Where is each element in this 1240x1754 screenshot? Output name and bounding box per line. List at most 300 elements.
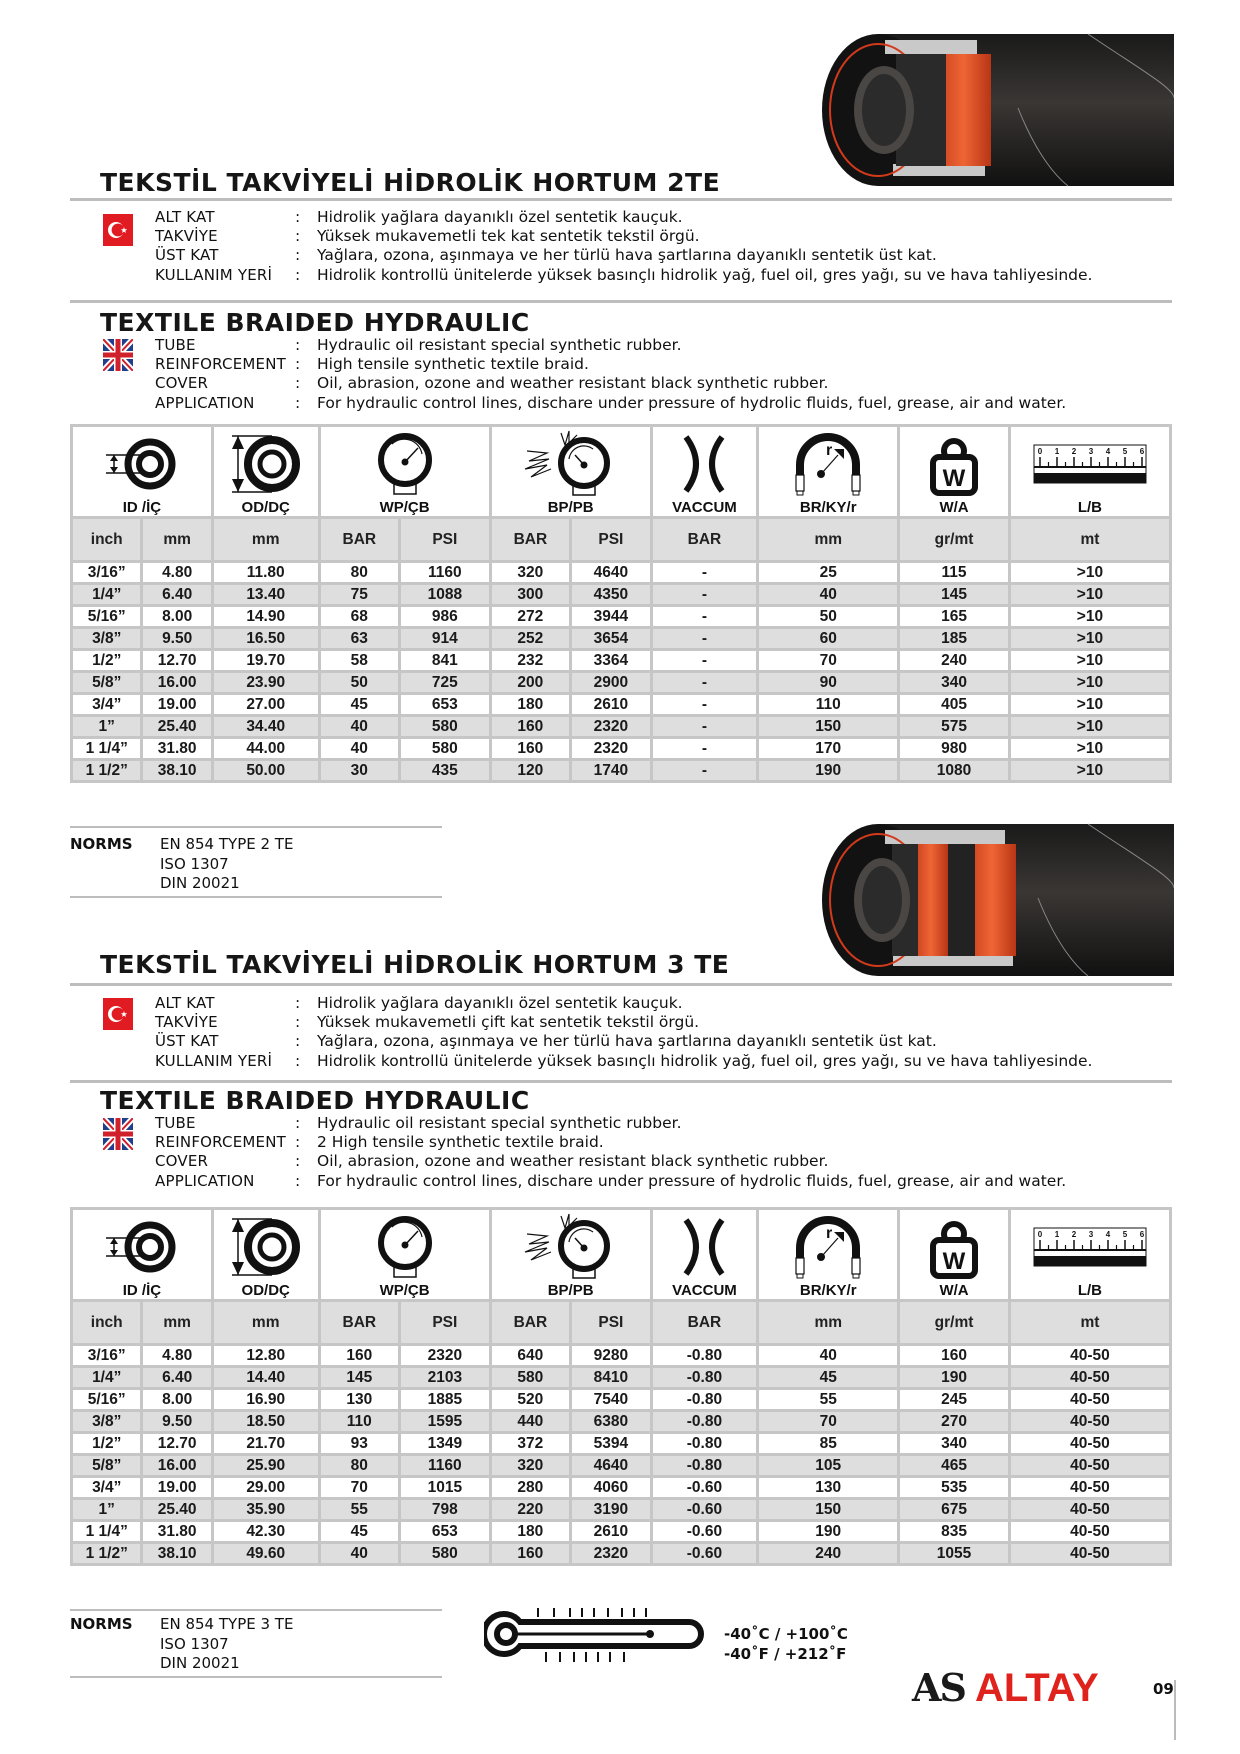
divider — [70, 896, 442, 898]
column-group-bend-radius — [758, 426, 899, 518]
table-cell: 435 — [400, 760, 491, 782]
table-row — [72, 672, 1171, 694]
table-row — [72, 1345, 1171, 1367]
turkish-spec-list — [155, 208, 1092, 285]
table-cell: 42.30 — [212, 1521, 319, 1543]
table-cell: 35.90 — [212, 1499, 319, 1521]
column-group-label: WP/ÇB — [379, 1282, 430, 1299]
unit-header: mt — [1009, 518, 1170, 562]
table-cell: 40-50 — [1009, 1455, 1170, 1477]
table-cell: 31.80 — [142, 738, 212, 760]
table-cell: -0.60 — [651, 1521, 758, 1543]
unit-header: mm — [758, 518, 899, 562]
divider — [70, 1080, 1172, 1083]
table-cell: 13.40 — [212, 584, 319, 606]
table-cell: 40-50 — [1009, 1521, 1170, 1543]
table-cell: 80 — [319, 1455, 400, 1477]
ruler-tick-label: 6 — [1139, 447, 1145, 456]
norm-item: ISO 1307 — [160, 854, 229, 873]
table-cell: 29.00 — [212, 1477, 319, 1499]
table-cell: 2103 — [400, 1367, 491, 1389]
norms-3te — [70, 1615, 450, 1685]
table-row — [72, 760, 1171, 782]
table-cell: 45 — [758, 1367, 899, 1389]
table-cell: 4640 — [571, 1455, 652, 1477]
column-group-label: BR/KY/r — [799, 499, 857, 516]
table-cell: - — [651, 650, 758, 672]
unit-header: PSI — [571, 1301, 652, 1345]
table-cell: -0.80 — [651, 1433, 758, 1455]
table-cell: 232 — [490, 650, 571, 672]
table-row — [72, 1455, 1171, 1477]
ruler-tick-label: 2 — [1071, 447, 1077, 456]
unit-header: PSI — [400, 518, 491, 562]
vacuum-icon — [653, 1216, 757, 1278]
table-cell: >10 — [1009, 760, 1170, 782]
table-cell: >10 — [1009, 562, 1170, 584]
table-cell: 4640 — [571, 562, 652, 584]
turkish-flag-icon — [103, 214, 133, 246]
table-cell: 130 — [758, 1477, 899, 1499]
table-cell: 30 — [319, 760, 400, 782]
uk-flag-icon — [103, 339, 133, 371]
table-cell: 1/2” — [72, 1433, 142, 1455]
turkish-flag-icon — [103, 998, 133, 1030]
weight-icon — [900, 1216, 1008, 1278]
english-title-2te: TEXTILE BRAIDED HYDRAULIC — [100, 308, 530, 337]
column-group-outer-diameter — [212, 1209, 319, 1301]
column-group-weight — [899, 1209, 1010, 1301]
divider — [70, 198, 1172, 201]
column-group-ruler — [1009, 1209, 1170, 1301]
unit-header: mm — [212, 518, 319, 562]
table-cell: -0.60 — [651, 1499, 758, 1521]
table-cell: 40 — [758, 1345, 899, 1367]
unit-header: gr/mt — [899, 1301, 1010, 1345]
table-cell: 25 — [758, 562, 899, 584]
table-cell: 8410 — [571, 1367, 652, 1389]
inner-diameter-icon — [73, 433, 211, 495]
table-cell: 2610 — [571, 1521, 652, 1543]
table-cell: 21.70 — [212, 1433, 319, 1455]
weight-icon — [900, 433, 1008, 495]
table-cell: >10 — [1009, 584, 1170, 606]
table-cell: >10 — [1009, 738, 1170, 760]
spec-row: REINFORCEMENT : 2 High tensile synthetic textile braid. — [155, 1133, 604, 1152]
table-cell: 3/16” — [72, 1345, 142, 1367]
table-cell: 80 — [319, 562, 400, 584]
table-row — [72, 738, 1171, 760]
table-cell: 27.00 — [212, 694, 319, 716]
spec-table-3te — [70, 1207, 1172, 1566]
table-cell: 70 — [758, 1411, 899, 1433]
table-cell: - — [651, 738, 758, 760]
column-group-label: L/B — [1077, 1282, 1103, 1299]
table-cell: 19.00 — [142, 1477, 212, 1499]
hose-image-3te — [818, 818, 1174, 982]
table-cell: 1” — [72, 716, 142, 738]
table-cell: 145 — [319, 1367, 400, 1389]
spec-row: COVER : Oil, abrasion, ozone and weather resistant black synthetic rubber. — [155, 1152, 829, 1171]
table-cell: 1160 — [400, 562, 491, 584]
table-cell: 340 — [899, 672, 1010, 694]
unit-header: mm — [212, 1301, 319, 1345]
table-cell: 40 — [758, 584, 899, 606]
column-group-label: VACCUM — [672, 1282, 737, 1299]
column-group-ruler — [1009, 426, 1170, 518]
table-cell: 980 — [899, 738, 1010, 760]
table-cell: 200 — [490, 672, 571, 694]
unit-header: mm — [758, 1301, 899, 1345]
table-cell: 1 1/2” — [72, 760, 142, 782]
table-cell: 70 — [319, 1477, 400, 1499]
column-group-label: BP/PB — [547, 1282, 594, 1299]
table-cell: 50.00 — [212, 760, 319, 782]
ruler-tick-label: 4 — [1105, 447, 1111, 456]
table-cell: 2320 — [571, 738, 652, 760]
table-cell: 1080 — [899, 760, 1010, 782]
table-cell: 240 — [758, 1543, 899, 1565]
logo-brand: ALTAY — [974, 1666, 1099, 1710]
table-cell: 115 — [899, 562, 1010, 584]
table-row — [72, 1433, 1171, 1455]
table-cell: 180 — [490, 1521, 571, 1543]
table-cell: 675 — [899, 1499, 1010, 1521]
thermometer-icon — [484, 1604, 709, 1666]
table-cell: 914 — [400, 628, 491, 650]
table-cell: 12.70 — [142, 1433, 212, 1455]
table-row — [72, 628, 1171, 650]
table-cell: - — [651, 562, 758, 584]
table-cell: 185 — [899, 628, 1010, 650]
table-cell: 58 — [319, 650, 400, 672]
table-cell: >10 — [1009, 672, 1170, 694]
table-cell: 11.80 — [212, 562, 319, 584]
table-cell: 40-50 — [1009, 1543, 1170, 1565]
turkish-spec-list — [155, 994, 1092, 1071]
table-cell: 1015 — [400, 1477, 491, 1499]
table-cell: -0.80 — [651, 1455, 758, 1477]
column-group-label: OD/DÇ — [241, 499, 290, 516]
table-cell: 1 1/4” — [72, 738, 142, 760]
vacuum-icon — [653, 433, 757, 495]
column-group-label: ID /İÇ — [122, 499, 162, 516]
table-cell: 40-50 — [1009, 1367, 1170, 1389]
ruler-tick-label: 0 — [1037, 1230, 1043, 1239]
table-cell: 640 — [490, 1345, 571, 1367]
table-cell: 3/4” — [72, 694, 142, 716]
unit-header: BAR — [651, 1301, 758, 1345]
spec-row: TUBE : Hydraulic oil resistant special synthetic rubber. — [155, 336, 682, 354]
table-cell: 835 — [899, 1521, 1010, 1543]
unit-header: mm — [142, 518, 212, 562]
temperature-celsius: -40˚C / +100˚C — [724, 1625, 848, 1643]
table-cell: 9280 — [571, 1345, 652, 1367]
table-cell: 55 — [758, 1389, 899, 1411]
table-cell: >10 — [1009, 650, 1170, 672]
table-cell: 5/16” — [72, 606, 142, 628]
table-cell: - — [651, 628, 758, 650]
product-title-3te: TEKSTİL TAKVİYELİ HİDROLİK HORTUM 3 TE — [100, 950, 730, 979]
table-cell: 110 — [319, 1411, 400, 1433]
table-cell: -0.80 — [651, 1411, 758, 1433]
column-group-label: OD/DÇ — [241, 1282, 290, 1299]
norm-item: DIN 20021 — [160, 1654, 240, 1672]
table-cell: 7540 — [571, 1389, 652, 1411]
table-cell: 6.40 — [142, 1367, 212, 1389]
svg-text:r: r — [826, 442, 833, 459]
table-row — [72, 1411, 1171, 1433]
table-cell: 12.80 — [212, 1345, 319, 1367]
spec-row: KULLANIM YERİ : Hidrolik kontrollü ünitelerde yüksek basınçlı hidrolik yağ, fuel oil, gres yağı, su ve hava tahliyesinde. — [155, 1051, 1093, 1070]
outer-diameter-icon — [214, 1216, 318, 1278]
table-cell: 190 — [899, 1367, 1010, 1389]
table-cell: 145 — [899, 584, 1010, 606]
column-group-weight — [899, 426, 1010, 518]
table-cell: 3190 — [571, 1499, 652, 1521]
norm-item: DIN 20021 — [160, 874, 240, 892]
spec-row: KULLANIM YERİ : Hidrolik kontrollü ünitelerde yüksek basınçlı hidrolik yağ, fuel oil, gres yağı, su ve hava tahliyesinde. — [155, 265, 1093, 284]
table-cell: 320 — [490, 562, 571, 584]
table-cell: 68 — [319, 606, 400, 628]
divider — [70, 826, 442, 828]
table-cell: 160 — [490, 1543, 571, 1565]
page-edge-line — [1174, 1680, 1176, 1740]
table-cell: 190 — [758, 1521, 899, 1543]
ruler-tick-label: 5 — [1122, 447, 1128, 456]
table-cell: 18.50 — [212, 1411, 319, 1433]
table-cell: 50 — [758, 606, 899, 628]
table-cell: 130 — [319, 1389, 400, 1411]
table-cell: - — [651, 716, 758, 738]
table-row — [72, 716, 1171, 738]
table-row — [72, 1367, 1171, 1389]
column-group-inner-diameter — [72, 1209, 213, 1301]
table-cell: 535 — [899, 1477, 1010, 1499]
table-cell: 38.10 — [142, 760, 212, 782]
table-cell: 320 — [490, 1455, 571, 1477]
table-cell: >10 — [1009, 606, 1170, 628]
table-cell: 160 — [490, 738, 571, 760]
norms-2te — [70, 835, 450, 905]
table-cell: 5/8” — [72, 672, 142, 694]
table-cell: 6380 — [571, 1411, 652, 1433]
table-cell: 16.90 — [212, 1389, 319, 1411]
table-cell: 2320 — [571, 1543, 652, 1565]
table-cell: 14.40 — [212, 1367, 319, 1389]
table-row — [72, 606, 1171, 628]
table-cell: 575 — [899, 716, 1010, 738]
spec-row: APPLICATION : For hydraulic control lines, dischare under pressure of hydrolic fluids, fuel, grease, air and water. — [155, 1171, 1067, 1190]
table-cell: 120 — [490, 760, 571, 782]
spec-row: ÜST KAT : Yağlara, ozona, aşınmaya ve her türlü hava şartlarına dayanıklı sentetik üst kat. — [155, 1032, 937, 1051]
table-cell: 3364 — [571, 650, 652, 672]
norms-label: NORMS — [70, 1615, 133, 1633]
table-cell: 240 — [899, 650, 1010, 672]
table-cell: 93 — [319, 1433, 400, 1455]
table-cell: 19.70 — [212, 650, 319, 672]
svg-text:W: W — [942, 1248, 966, 1275]
spec-row: ALT KAT : Hidrolik yağlara dayanıklı özel sentetik kauçuk. — [155, 208, 683, 226]
unit-header: inch — [72, 518, 142, 562]
table-cell: 19.00 — [142, 694, 212, 716]
column-group-outer-diameter — [212, 426, 319, 518]
icon-header-row — [72, 1209, 1171, 1301]
table-cell: 272 — [490, 606, 571, 628]
table-cell: 60 — [758, 628, 899, 650]
ruler-icon — [1011, 1216, 1169, 1278]
table-cell: -0.80 — [651, 1367, 758, 1389]
working-pressure-gauge-icon — [321, 1216, 489, 1278]
table-cell: 16.50 — [212, 628, 319, 650]
table-cell: 4.80 — [142, 562, 212, 584]
spec-row: COVER : Oil, abrasion, ozone and weather resistant black synthetic rubber. — [155, 374, 829, 393]
table-cell: 180 — [490, 694, 571, 716]
unit-header: BAR — [651, 518, 758, 562]
table-cell: >10 — [1009, 628, 1170, 650]
norm-item: ISO 1307 — [160, 1634, 229, 1653]
column-group-burst-pressure-gauge — [490, 1209, 651, 1301]
table-cell: 653 — [400, 1521, 491, 1543]
table-cell: 90 — [758, 672, 899, 694]
table-cell: 45 — [319, 694, 400, 716]
column-group-inner-diameter — [72, 426, 213, 518]
table-cell: 40-50 — [1009, 1389, 1170, 1411]
table-row — [72, 1389, 1171, 1411]
unit-header: BAR — [319, 1301, 400, 1345]
table-cell: 160 — [319, 1345, 400, 1367]
table-cell: >10 — [1009, 716, 1170, 738]
ruler-tick-label: 3 — [1088, 1230, 1094, 1239]
unit-header: BAR — [319, 518, 400, 562]
ruler-tick-label: 5 — [1122, 1230, 1128, 1239]
table-cell: 6.40 — [142, 584, 212, 606]
table-row — [72, 1477, 1171, 1499]
table-cell: -0.80 — [651, 1345, 758, 1367]
table-cell: 5394 — [571, 1433, 652, 1455]
units-header-row — [72, 1301, 1171, 1345]
spec-row: TAKVİYE : Yüksek mukavemetli çift kat sentetik tekstil örgü. — [155, 1013, 700, 1032]
table-cell: 1/2” — [72, 650, 142, 672]
table-cell: 160 — [490, 716, 571, 738]
table-cell: 245 — [899, 1389, 1010, 1411]
table-cell: 40-50 — [1009, 1433, 1170, 1455]
table-cell: 340 — [899, 1433, 1010, 1455]
burst-pressure-gauge-icon — [492, 1216, 650, 1278]
english-spec-list — [155, 336, 1066, 413]
table-cell: 1595 — [400, 1411, 491, 1433]
column-group-label: VACCUM — [672, 499, 737, 516]
table-cell: 440 — [490, 1411, 571, 1433]
table-cell: >10 — [1009, 694, 1170, 716]
table-cell: 3654 — [571, 628, 652, 650]
table-cell: -0.60 — [651, 1543, 758, 1565]
table-row — [72, 1521, 1171, 1543]
table-cell: 40-50 — [1009, 1411, 1170, 1433]
table-cell: -0.60 — [651, 1477, 758, 1499]
svg-text:W: W — [942, 465, 966, 492]
unit-header: inch — [72, 1301, 142, 1345]
table-cell: 1” — [72, 1499, 142, 1521]
table-cell: 8.00 — [142, 606, 212, 628]
column-group-label: L/B — [1077, 499, 1103, 516]
column-group-label: W/A — [939, 499, 969, 516]
table-cell: -0.80 — [651, 1389, 758, 1411]
table-cell: 105 — [758, 1455, 899, 1477]
spec-row: ALT KAT : Hidrolik yağlara dayanıklı özel sentetik kauçuk. — [155, 994, 683, 1012]
column-group-label: BR/KY/r — [799, 1282, 857, 1299]
hose-image-2te — [818, 28, 1174, 192]
table-cell: 580 — [400, 738, 491, 760]
norms-label: NORMS — [70, 835, 133, 853]
table-cell: 1088 — [400, 584, 491, 606]
table-cell: 1740 — [571, 760, 652, 782]
temperature-range — [724, 1624, 848, 1664]
table-cell: 2320 — [571, 716, 652, 738]
table-cell: 50 — [319, 672, 400, 694]
table-cell: 40 — [319, 738, 400, 760]
table-cell: 150 — [758, 716, 899, 738]
table-cell: 580 — [400, 716, 491, 738]
table-cell: 986 — [400, 606, 491, 628]
table-cell: 4350 — [571, 584, 652, 606]
table-cell: 3/4” — [72, 1477, 142, 1499]
ruler-tick-label: 3 — [1088, 447, 1094, 456]
table-cell: 40 — [319, 1543, 400, 1565]
table-cell: 75 — [319, 584, 400, 606]
column-group-label: BP/PB — [547, 499, 594, 516]
table-cell: 31.80 — [142, 1521, 212, 1543]
table-cell: 34.40 — [212, 716, 319, 738]
ruler-icon — [1011, 433, 1169, 495]
bend-radius-icon — [759, 433, 897, 495]
table-cell: 40 — [319, 716, 400, 738]
table-cell: 2610 — [571, 694, 652, 716]
table-cell: 798 — [400, 1499, 491, 1521]
table-row — [72, 650, 1171, 672]
table-cell: 9.50 — [142, 1411, 212, 1433]
ruler-tick-label: 4 — [1105, 1230, 1111, 1239]
table-cell: 1/4” — [72, 1367, 142, 1389]
table-row — [72, 562, 1171, 584]
table-cell: 165 — [899, 606, 1010, 628]
table-cell: 63 — [319, 628, 400, 650]
ruler-tick-label: 1 — [1054, 447, 1060, 456]
column-group-vacuum — [651, 1209, 758, 1301]
column-group-working-pressure-gauge — [319, 1209, 490, 1301]
table-cell: 2320 — [400, 1345, 491, 1367]
divider — [70, 1609, 442, 1611]
column-group-burst-pressure-gauge — [490, 426, 651, 518]
table-cell: 725 — [400, 672, 491, 694]
spec-row: REINFORCEMENT : High tensile synthetic textile braid. — [155, 355, 589, 374]
working-pressure-gauge-icon — [321, 433, 489, 495]
spec-row: ÜST KAT : Yağlara, ozona, aşınmaya ve her türlü hava şartlarına dayanıklı sentetik üst kat. — [155, 246, 937, 265]
table-cell: 465 — [899, 1455, 1010, 1477]
uk-flag-icon — [103, 1118, 133, 1150]
norm-item: EN 854 TYPE 3 TE — [160, 1615, 294, 1633]
table-cell: 841 — [400, 650, 491, 672]
table-cell: 405 — [899, 694, 1010, 716]
table-cell: - — [651, 672, 758, 694]
column-group-working-pressure-gauge — [319, 426, 490, 518]
table-cell: 653 — [400, 694, 491, 716]
table-cell: 70 — [758, 650, 899, 672]
table-cell: 44.00 — [212, 738, 319, 760]
english-spec-list — [155, 1114, 1066, 1191]
table-cell: 8.00 — [142, 1389, 212, 1411]
column-group-label: W/A — [939, 1282, 969, 1299]
